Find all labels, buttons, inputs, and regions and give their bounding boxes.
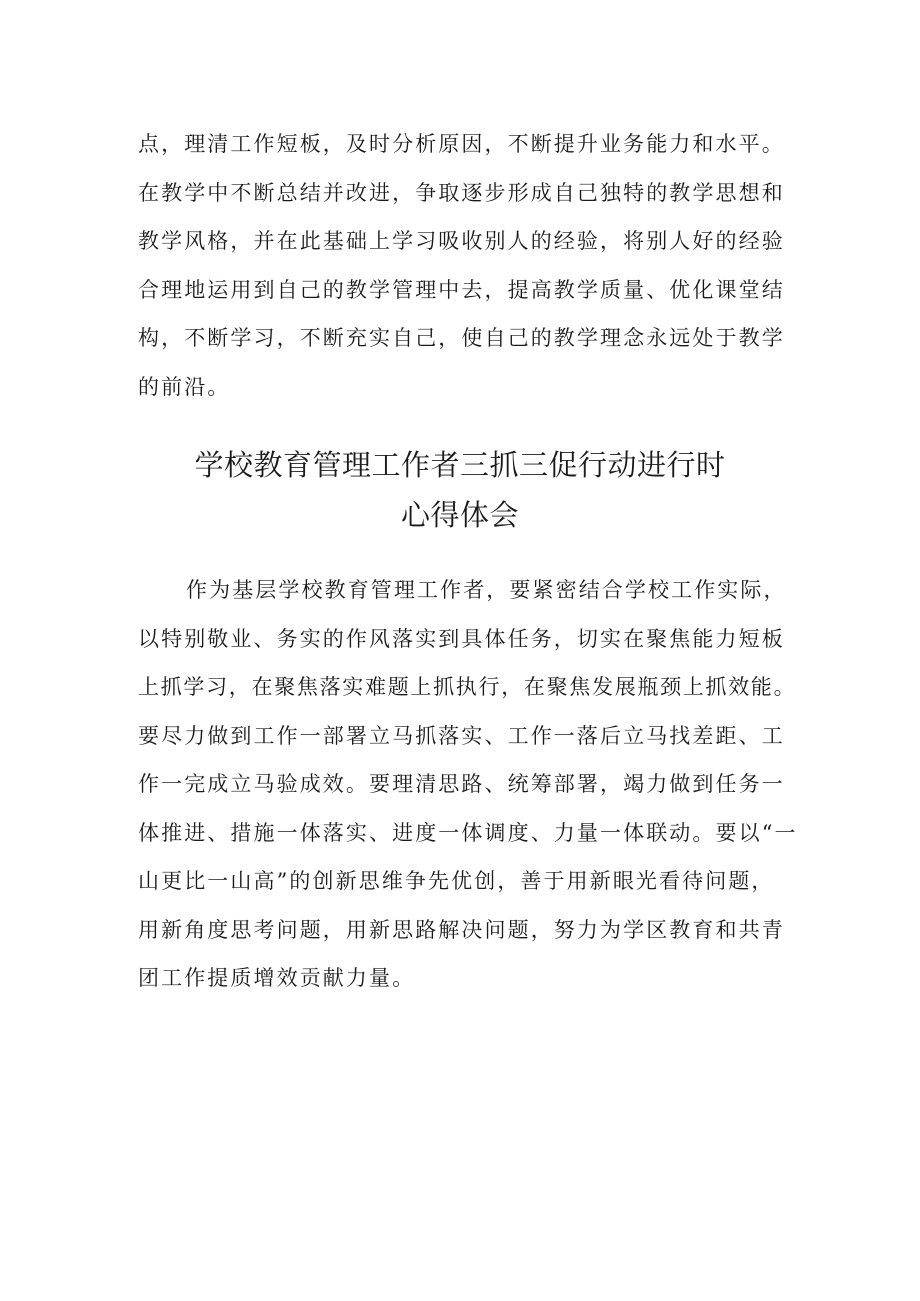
paragraph-line: 团工作提质增效贡献力量。 [138,966,416,990]
paragraph-line: 点，理清工作短板，及时分析原因，不断提升业务能力和水平。 [138,132,785,156]
paragraph-line: 作为基层学校教育管理工作者，要紧密结合学校工作实际， [186,578,787,602]
paragraph-line: 在教学中不断总结并改进，争取逐步形成自己独特的教学思想和 [138,180,785,205]
paragraph-line: 要尽力做到工作一部署立马抓落实、工作一落后立马找差距、工 [138,723,785,748]
paragraph-line: 以特别敬业、务实的作风落实到具体任务，切实在聚焦能力短板 [138,626,785,651]
document-title [0,440,920,540]
paragraph-line: 教学风格，并在此基础上学习吸收别人的经验，将别人好的经验 [138,229,785,253]
paragraph-line: 构，不断学习，不断充实自己，使自己的教学理念永远处于教学 [138,326,785,350]
title-line-1: 学校教育管理工作者三抓三促行动进行时 [194,448,726,482]
paragraph-line: 上抓学习，在聚焦落实难题上抓执行，在聚焦发展瓶颈上抓效能。 [138,675,797,699]
paragraph-line: 作一完成立马验成效。要理清思路、统筹部署，竭力做到任务一 [138,772,785,796]
title-line-2: 心得体会 [400,498,519,532]
paragraph-line: 山更比一山高”的创新思维争先优创，善于用新眼光看待问题， [138,869,775,893]
paragraph-line: 用新角度思考问题，用新思路解决问题，努力为学区教育和共青 [138,917,785,942]
paragraph-line: 合理地运用到自己的教学管理中去，提高教学质量、优化课堂结 [138,277,785,302]
paragraph-line: 的前沿。 [138,374,231,399]
body-paragraph [138,566,798,1003]
continued-paragraph [138,120,798,411]
paragraph-line: 体推进、措施一体落实、进度一体调度、力量一体联动。要以“一 [138,820,798,845]
